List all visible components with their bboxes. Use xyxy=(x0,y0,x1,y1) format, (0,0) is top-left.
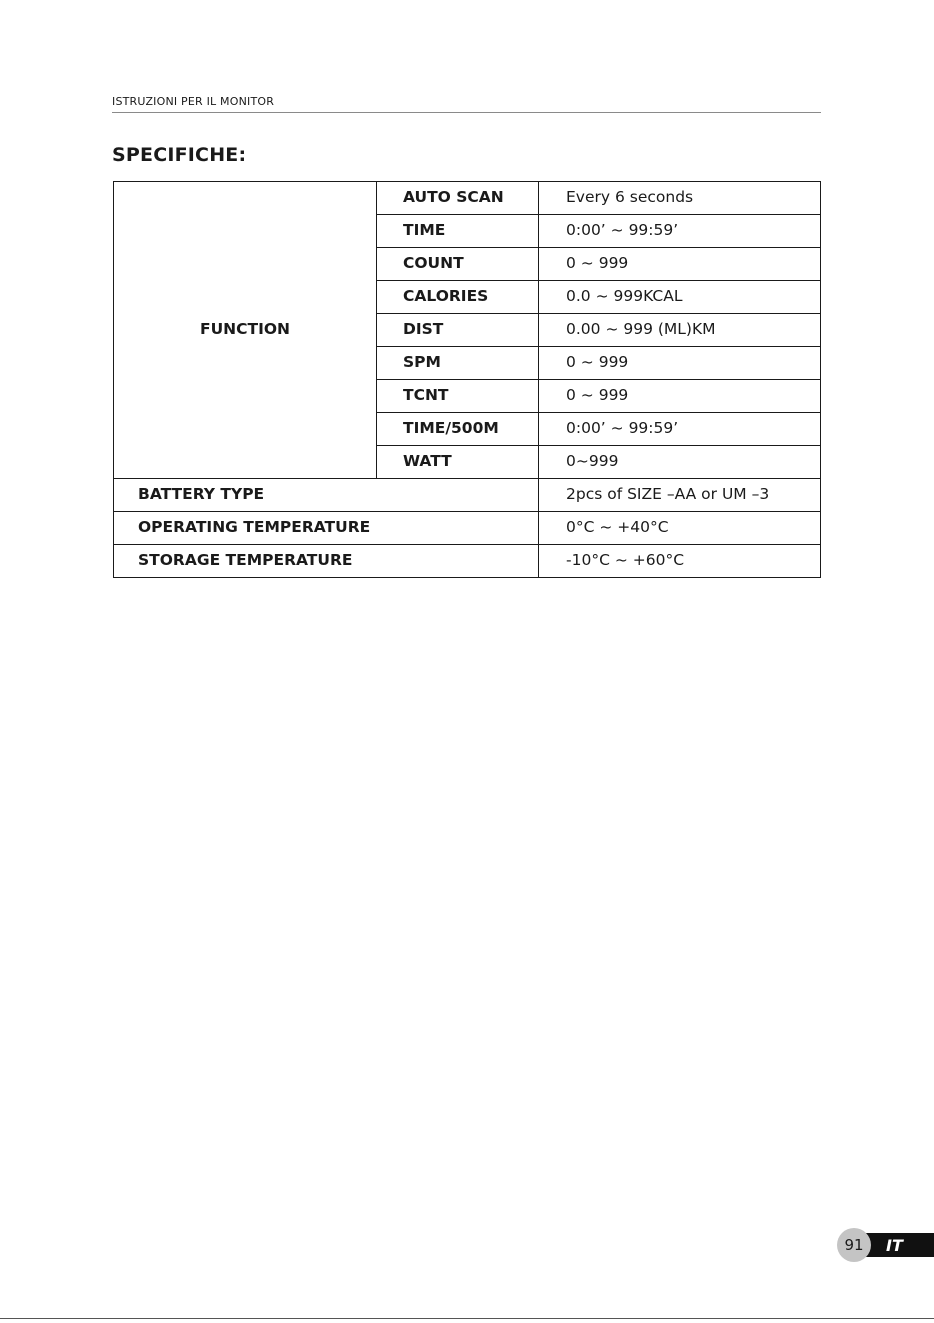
spec-key: COUNT xyxy=(377,248,539,281)
spec-value: 0~999 xyxy=(539,446,821,479)
spec-value: -10°C ~ +60°C xyxy=(539,545,821,578)
table-row xyxy=(114,479,821,512)
page-number-badge: 91 xyxy=(837,1228,871,1262)
specifications-table xyxy=(113,181,821,578)
spec-value: 0:00’ ~ 99:59’ xyxy=(539,215,821,248)
spec-value: 0 ~ 999 xyxy=(539,248,821,281)
spec-key: TIME xyxy=(377,215,539,248)
spec-value: 2pcs of SIZE –AA or UM –3 xyxy=(539,479,821,512)
spec-value: 0.00 ~ 999 (ML)KM xyxy=(539,314,821,347)
footer-divider xyxy=(0,1318,934,1319)
spec-value: Every 6 seconds xyxy=(539,182,821,215)
running-header: ISTRUZIONI PER IL MONITOR xyxy=(112,95,275,108)
table-row xyxy=(114,512,821,545)
spec-value: 0°C ~ +40°C xyxy=(539,512,821,545)
spec-value: 0 ~ 999 xyxy=(539,380,821,413)
spec-key: BATTERY TYPE xyxy=(114,479,539,512)
spec-key: STORAGE TEMPERATURE xyxy=(114,545,539,578)
table-row xyxy=(114,182,821,215)
spec-key: TCNT xyxy=(377,380,539,413)
spec-key: DIST xyxy=(377,314,539,347)
header-divider xyxy=(112,112,821,113)
spec-key: OPERATING TEMPERATURE xyxy=(114,512,539,545)
spec-key: TIME/500M xyxy=(377,413,539,446)
spec-value: 0 ~ 999 xyxy=(539,347,821,380)
spec-key: SPM xyxy=(377,347,539,380)
section-title: SPECIFICHE: xyxy=(112,144,247,166)
language-tab: IT xyxy=(858,1233,934,1257)
function-group-label: FUNCTION xyxy=(114,182,377,479)
spec-value: 0.0 ~ 999KCAL xyxy=(539,281,821,314)
spec-key: AUTO SCAN xyxy=(377,182,539,215)
spec-value: 0:00’ ~ 99:59’ xyxy=(539,413,821,446)
spec-key: WATT xyxy=(377,446,539,479)
table-row xyxy=(114,545,821,578)
spec-key: CALORIES xyxy=(377,281,539,314)
